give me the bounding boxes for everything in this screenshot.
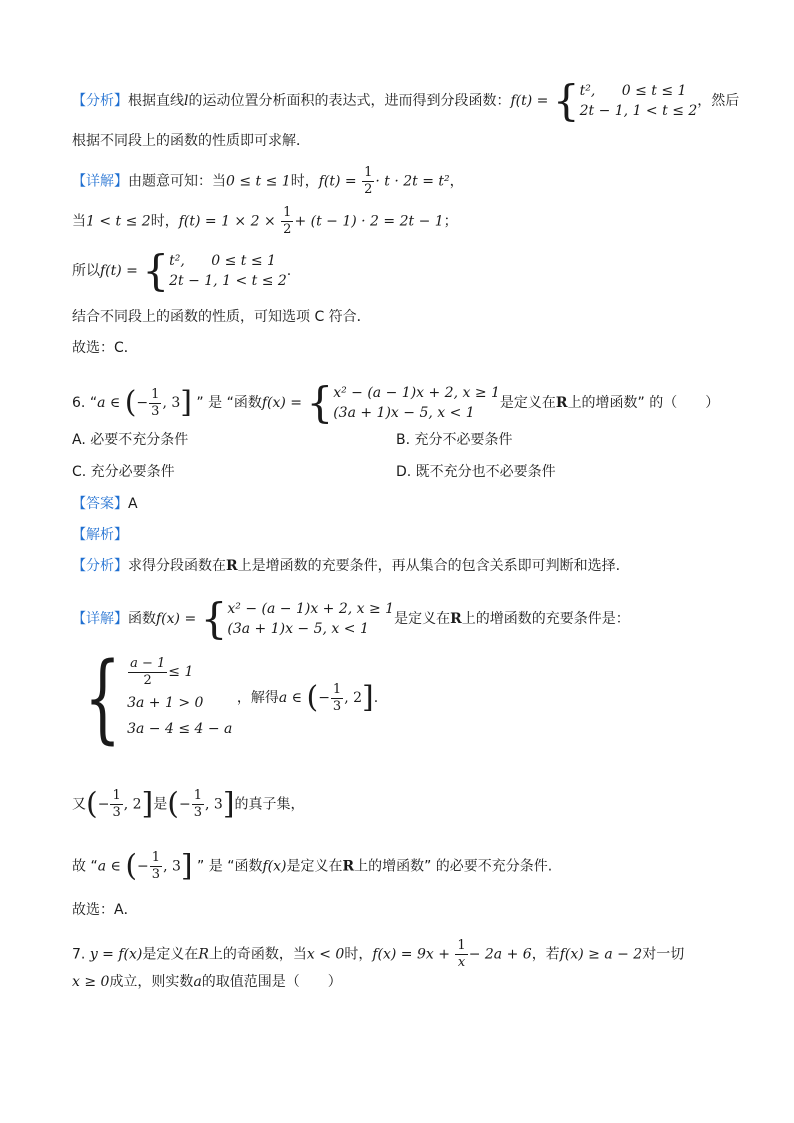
detail-line-2: 当1 < t ≤ 2时，f(t) = 1 × 2 × $\frac{1}{2}$ + (t − 1) · 2 = 2t − 1； [72, 205, 458, 237]
analysis-line-2: 根据不同段上的函数的性质即可求解． [72, 133, 310, 149]
answer: 【答案】A [72, 496, 138, 512]
detail-2: 【详解】函数f(x) = { x² − (a − 1)x + 2, x ≥ 1 (3a + 1)x − 5, x < 1 是定义在R上的增函数的充要条件是： [72, 594, 630, 643]
analysis-2: 【分析】求得分段函数在R上是增函数的充要条件，再从集合的包含关系即可判断和选择. [72, 558, 621, 574]
analysis-line-1: 【分析】根据直线l的运动位置分析面积的表达式，进而得到分段函数：f(t) = { t², 0 ≤ t ≤ 1 2t − 1, 1 < t ≤ 2 ，然后 [72, 76, 740, 125]
subset-line: 又(− $\frac{1}{3}$ , 2]是(− $\frac{1}{3}$ , 3]的真子集， [72, 786, 305, 822]
option-a[interactable]: A. 必要不充分条件 [72, 432, 189, 448]
explanation-tag: 【解析】 [72, 527, 128, 543]
question-6: 6. “a ∈ (− $\frac{1}{3}$ , 3] ” 是 “函数f(x) = { x² − (a − 1)x + 2, x ≥ 1 (3a + 1)x − 5, x < 1 是定义在R上的增函数” 的（ ） [72, 378, 720, 427]
inequality-system: { $\frac{a - 1}{2}$ ≤ 1 3a + 1 > 0 3a − 4 ≤ 4 − a ，解得a ∈ (− $\frac{1}{3}$ , 2]. [84, 642, 379, 754]
piecewise-function: { t², 0 ≤ t ≤ 1 2t − 1, 1 < t ≤ 2 [552, 76, 698, 125]
detail-line-3: 所以f(t) = { t², 0 ≤ t ≤ 1 2t − 1, 1 < t ≤ 2 . [72, 246, 292, 295]
conclusion-line: 故 “a ∈ (− $\frac{1}{3}$ , 3] ” 是 “函数f(x)是定义在R上的增函数” 的必要不充分条件. [72, 848, 553, 884]
option-d[interactable]: D. 既不充分也不必要条件 [396, 464, 556, 480]
detail-line-1: 【详解】由题意可知：当0 ≤ t ≤ 1时，f(t) = $\frac{1}{2}$ · t · 2t = t²， [72, 165, 464, 197]
choice-c: 故选：C． [72, 340, 138, 356]
piecewise-lhs: f(t) = [510, 93, 549, 109]
question-7-line-2: x ≥ 0成立，则实数a的取值范围是（ ） [72, 974, 342, 990]
analysis-tag: 【分析】 [72, 93, 128, 109]
choice-a: 故选：A． [72, 902, 138, 918]
detail-line-4: 结合不同段上的函数的性质，可知选项 C 符合． [72, 309, 371, 325]
question-7-line-1: 7. y = f(x)是定义在R上的奇函数，当x < 0时，f(x) = 9x + $\frac{1}{x}$ − 2a + 6，若f(x) ≥ a − 2对一切 [72, 938, 685, 970]
option-c[interactable]: C. 充分必要条件 [72, 464, 175, 480]
option-b[interactable]: B. 充分不必要条件 [396, 432, 513, 448]
piecewise-function-2: { t², 0 ≤ t ≤ 1 2t − 1, 1 < t ≤ 2 [142, 246, 287, 295]
